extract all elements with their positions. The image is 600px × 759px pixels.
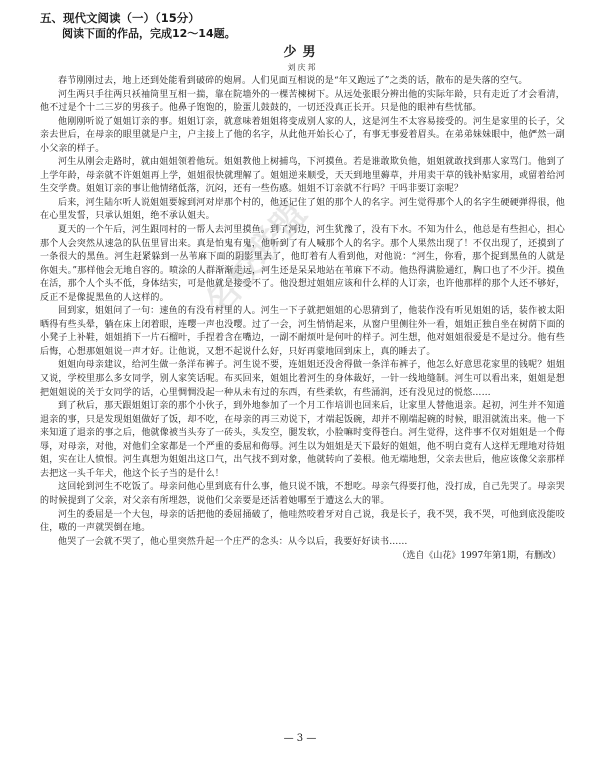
- paragraph: 夏天的一个午后，河生跟同村的一帮人去河里摸鱼。到了河边，河生犹豫了，没有下水。不知为什么，他总是有些担心，担心那个人会突然从速急的队伍里冒出来。真是怕鬼有鬼，他听到了有人喊那个人的名字。那个人果然出现了！不仅出现了，还摸到了一条很大的黑鱼。河生赶紧躲到一丛苇麻下面的阴影里去了，他盯着有人看到他，对他说：“河生，你看，那个捉到黑鱼的人就是你姐夫。”那样他会无地自容的。喷涂的人群渐渐走远，河生还是呆呆地站在苇麻下不动。他热得满脸通红，胸口也了不少汗。摸鱼在活，那个人个头不低，身体结实，可是他就是接受不了。他没想过姐姐应该和什么样的人订亲，也许他那样的那个人还不够好，反正不是像捉黑鱼的人这样的。: [40, 225, 565, 303]
- paragraph: 到了秋后，那天跟姐姐订亲的那个小伙子，到外地参加了一个月工作培训也回来后，让家里人替他退亲。起初，河生并不知道退亲的事，只是发现姐姐做好了饭，却不吃，在母亲的再三劝说下，才端起饭碗，却并不刚端起碗的时候，眼泪就流出来。他一下来知道了退亲的事之后，他就像被当头夯了一砖头，头发空，腿发软，小脸嘛时变得苍白。河生觉得，这件事不仅对姐姐是一个侮辱，对母亲，对他，对他们全家都是一个严重的委屈和侮辱。河生以为姐姐是天下最好的姐姐，他不明白竟有人这样无理地对待姐姐，实在让人愤恨。河生真想为姐姐出这口气，出气找不到对象，他就转向了姜根。他无端地想，父亲去世后，他应该像父亲那样去把这一头千年犬，他这个长子当的是什么！: [40, 401, 565, 479]
- paragraph: 河生的委屈是一个大包，母亲的话把他的委屈捅破了，他哇然咬着牙对自己说，我是长子，我不哭，我不哭，可他到底没能咬住，嗷的一声就哭倒在地。: [40, 509, 565, 534]
- section-heading: 五、现代文阅读（一）（15分）: [40, 11, 200, 25]
- paragraph: 他刚刚听说了姐姐订亲的事。姐姐订亲，就意味着姐姐将变成别人家的人，这是河生不太容易接受的。河生是家里的长子，父亲去世后，在母亲的眼里就是户主，户主接上了他的名字，从此他开始长心了，有事无事爱着眉头。在弟弟妹妹眼中，他俨然一副小父亲的样子。: [40, 116, 565, 154]
- document-page: [40, 10, 565, 563]
- paragraph: 河生两只手往两只袄袖筒里互相一揣，靠在院墙外的一棵苦楝树下。从远处张眼分辨出他的实际年龄，只有走近了才会看清，他不过是个十二三岁的男孩子。他鼻子饱饱的，脸蛋儿鼓鼓的，一切还没真正长开。只是他的眼神有些忧郁。: [40, 89, 565, 114]
- paragraph: 这回轮到河生不吃饭了。母亲问他心里到底有什么事，他只说不饿，不想吃。母亲气得要打他，没打成，自己先哭了。母亲哭的时候提到了父亲，对父亲有所埋怨，说他们父亲要是还活着她哪至于遭这么大的罪。: [40, 482, 565, 506]
- watermark: 名校联盟: [196, 194, 315, 325]
- paragraph: 回到家，姐姐问了一句：速鱼的有没有村里的人。河生一下子就把姐姐的心思猜到了，他装作没有听见姐姐的话，装作被太阳晒得有些头晕，躺在床上闭着眼，连嘤一声也没嘤。过了一会，河生悄悄起来，从窗户里侧往外一看，姐姐正独自坐在树荫下面的小凳子上补鞋，姐姐捎下一片石榴叶，手捏着含在嘴边，一副不耐烦叶是何叶的样子。河生想，他对姐姐很爱是不是过分。他有些后悔，心想那姐姐说一声才好。让他说，又想不起说什么好，只好再蒙地回到床上，真的睡去了。: [40, 306, 565, 357]
- paragraph: 后来，河生陆尔听人说姐姐要嫁到河对岸那个村的，他还记住了姐的那个人的名字。河生觉得那个人的名字生硬硬弹得很，他在心里发誓，只承认姐姐，绝不承认姐夫。: [40, 197, 565, 222]
- article-body: [40, 75, 565, 549]
- page-number: — 3 —: [283, 733, 317, 744]
- paragraph: 河生从刚会走路时，就由姐姐领着他玩。姐姐教他上树捕鸟，下河摸鱼。若是谁敢欺负他，姐姐就敢找到那人家骂门。他到了上学年龄，母亲就不许姐姐再上学，姐姐很快就理解了。姐姐逆来顺受，天天到地里薅草，并用卖干草的钱补贴家用，或留着给河生交学费。姐姐订亲的事让他情绪低落，沉闷，还有一些伤感。姐姐不订亲就不行吗？干吗非要订亲呢？: [40, 157, 565, 195]
- paragraph: 姐姐向母亲建议，给河生做一条洋布裤子。河生说不要，连姐姐还没舍得做一条洋布裤子，他怎么好意思花家里的钱呢？姐姐又说，学校里那么多女同学，别人家笑话呢。布买回来，姐姐比着河生的身体裁好，一针一线地缝制。河生可以看出来，姐姐是想把姐姐说的关于女同学的话，心里惆惆没起一种从未有过的东西，有些柔软，有些涌润，还有没见过的悦悠……: [40, 360, 565, 398]
- paragraph: 他哭了一会就不哭了，他心里突然升起一个庄严的念头：从今以后，我要好好读书……: [58, 536, 408, 547]
- section-instruction: 阅读下面的作品，完成12～14题。: [62, 27, 236, 40]
- paragraph: 春节刚刚过去，地上还到处能看到破碎的炮屑。人们见面互相说的是“年又跑远了”之类的话，散布的是失落的空气。: [58, 76, 528, 86]
- article-source: （选自《山花》1997年第1期，有删改）: [397, 551, 561, 562]
- article-title: 少男: [283, 45, 322, 60]
- article-author: 刘庆邦: [287, 63, 318, 72]
